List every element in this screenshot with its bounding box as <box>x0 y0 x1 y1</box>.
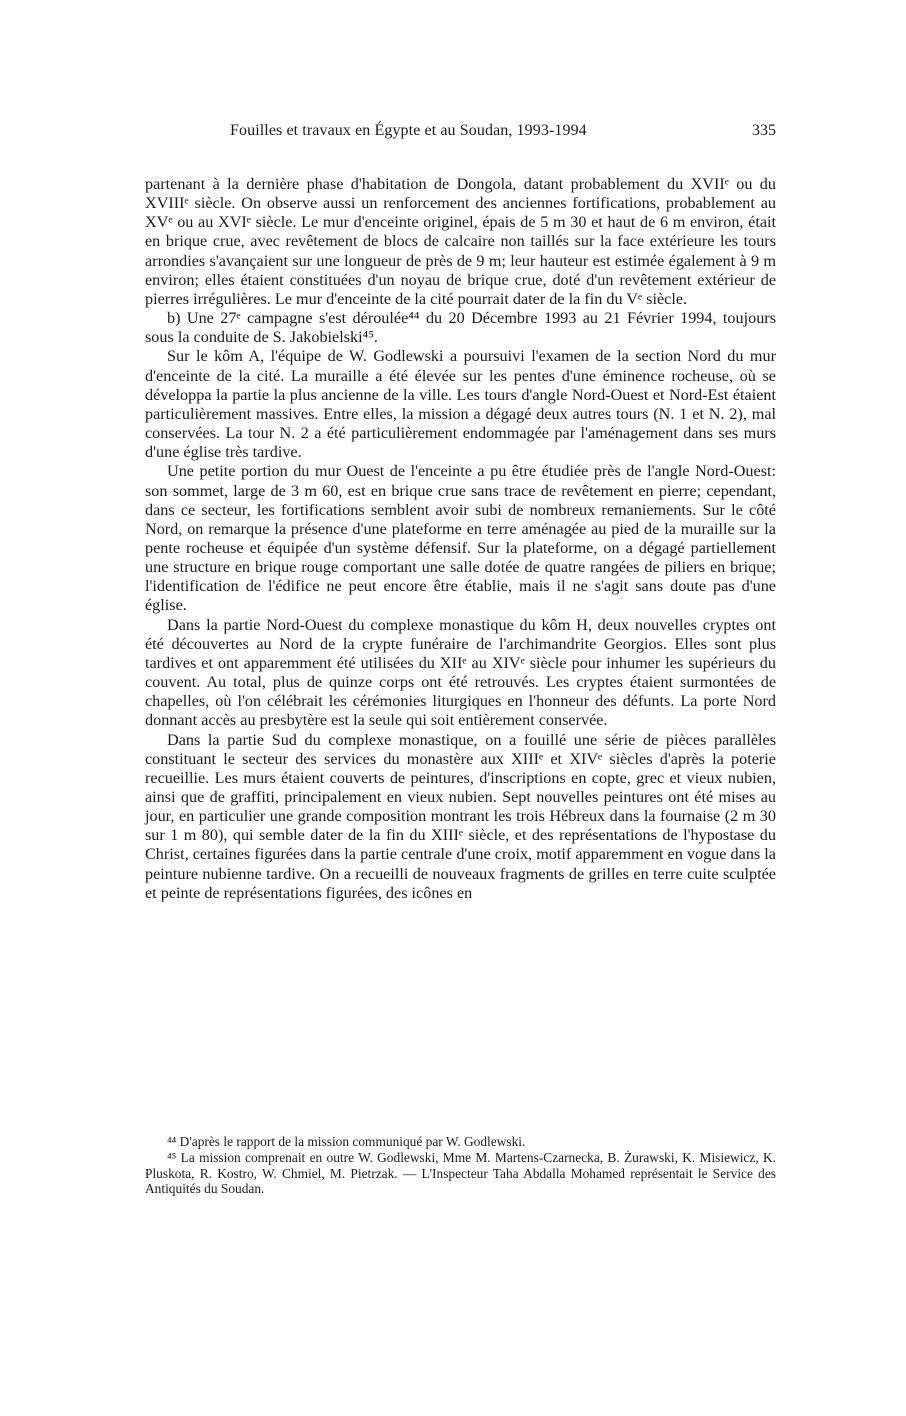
footnotes <box>145 1134 776 1197</box>
paragraph-west-wall: Une petite portion du mur Ouest de l'enceinte a pu être étudiée près de l'angle Nord-Ouest: son sommet, large de 3 m 60, est en brique crue sans trace de revêtement en pierre; cependant, dans ce secteur, les fortifications semblent avoir subi de nombreux remaniements. Sur le côté Nord, on remarque la présence d'une plateforme en terre aménagée au pied de la muraille sur la pente rocheuse et équipée d'un système défensif. Sur la plateforme, on a dégagé partiellement une structure en brique rouge comportant une salle dotée de quatre rangées de piliers en brique; l'identification de l'édifice ne peut encore être établie, mais il ne s'agit sans doute pas d'une église. <box>145 462 776 615</box>
page <box>145 0 776 1416</box>
paragraph-continued: partenant à la dernière phase d'habitation de Dongola, datant probablement du XVIIᵉ ou du XVIIIᵉ siècle. On observe aussi un renforcement des anciennes fortifications, probablement au XVᵉ ou au XVIᵉ siècle. Le mur d'enceinte originel, épais de 5 m 30 et haut de 6 m environ, était en brique crue, avec revêtement de blocs de calcaire non taillés sur la face extérieure les tours arrondies s'avançaient sur une longueur de près de 9 m; leur hauteur est estimée également à 9 m environ; elles étaient constituées d'un noyau de brique crue, doté d'un revêtement extérieur de pierres irrégulières. Le mur d'enceinte de la cité pourrait dater de la fin du Vᵉ siècle. <box>145 175 776 308</box>
paragraph-kom-a: Sur le kôm A, l'équipe de W. Godlewski a poursuivi l'examen de la section Nord du mur d'enceinte de la cité. La muraille a été élevée sur les pentes d'une éminence rocheuse, où se développa la partie la plus ancienne de la ville. Les tours d'angle Nord-Ouest et Nord-Est étaient particulièrement massives. Entre elles, la mission a dégagé deux autres tours (N. 1 et N. 2), mal conservées. La tour N. 2 a été particulièrement endommagée par l'aménagement dans ses murs d'une église très tardive. <box>145 347 776 462</box>
paragraph-campaign: b) Une 27ᵉ campagne s'est déroulée⁴⁴ du 20 Décembre 1993 au 21 Février 1994, toujours sous la conduite de S. Jakobielski⁴⁵. <box>145 309 776 347</box>
body-text <box>145 175 776 903</box>
paragraph-south-complex: Dans la partie Sud du complexe monastique, on a fouillé une série de pièces parallèles constituant le secteur des services du monastère aux XIIIᵉ et XIVᵉ siècles d'après la poterie recueillie. Les murs étaient couverts de peintures, d'inscriptions en copte, grec et vieux nubien, ainsi que de graffiti, principalement en vieux nubien. Sept nouvelles peintures ont été mises au jour, en particulier une grande composition montrant les trois Hébreux dans la fournaise (2 m 30 sur 1 m 80), qui semble dater de la fin du XIIIᵉ siècle, et des représentations de l'hypostase du Christ, certaines figurées dans la partie centrale d'une croix, motif apparemment en vogue dans la peinture nubienne tardive. On a recueilli de nouveaux fragments de grilles en terre cuite sculptée et peinte de représentations figurées, des icônes en <box>145 730 776 902</box>
running-title: Fouilles et travaux en Égypte et au Soudan, 1993-1994 <box>230 122 587 139</box>
footnote-44: ⁴⁴ D'après le rapport de la mission communiqué par W. Godlewski. <box>167 1134 526 1149</box>
footnote-45: ⁴⁵ La mission comprenait en outre W. Godlewski, Mme M. Martens-Czarnecka, B. Żurawski, K. Misiewicz, K. Pluskota, R. Kostro, W. Chmiel, M. Pietrzak. — L'Inspecteur Taha Abdalla Mohamed représentait le Service des Antiquités du Soudan. <box>145 1149 776 1197</box>
page-number: 335 <box>752 122 776 139</box>
paragraph-kom-h-crypts: Dans la partie Nord-Ouest du complexe monastique du kôm H, deux nouvelles cryptes ont été découvertes au Nord de la crypte funéraire de l'archimandrite Georgios. Elles sont plus tardives et ont apparemment été utilisées du XIIᵉ au XIVᵉ siècle pour inhumer les supérieurs du couvent. Au total, plus de quinze corps ont été retrouvés. Les cryptes étaient surmontées de chapelles, où l'on célébrait les cérémonies liturgiques en l'honneur des défunts. La porte Nord donnant accès au presbytère est la seule qui soit entièrement conservée. <box>145 615 776 730</box>
running-head <box>145 120 776 142</box>
